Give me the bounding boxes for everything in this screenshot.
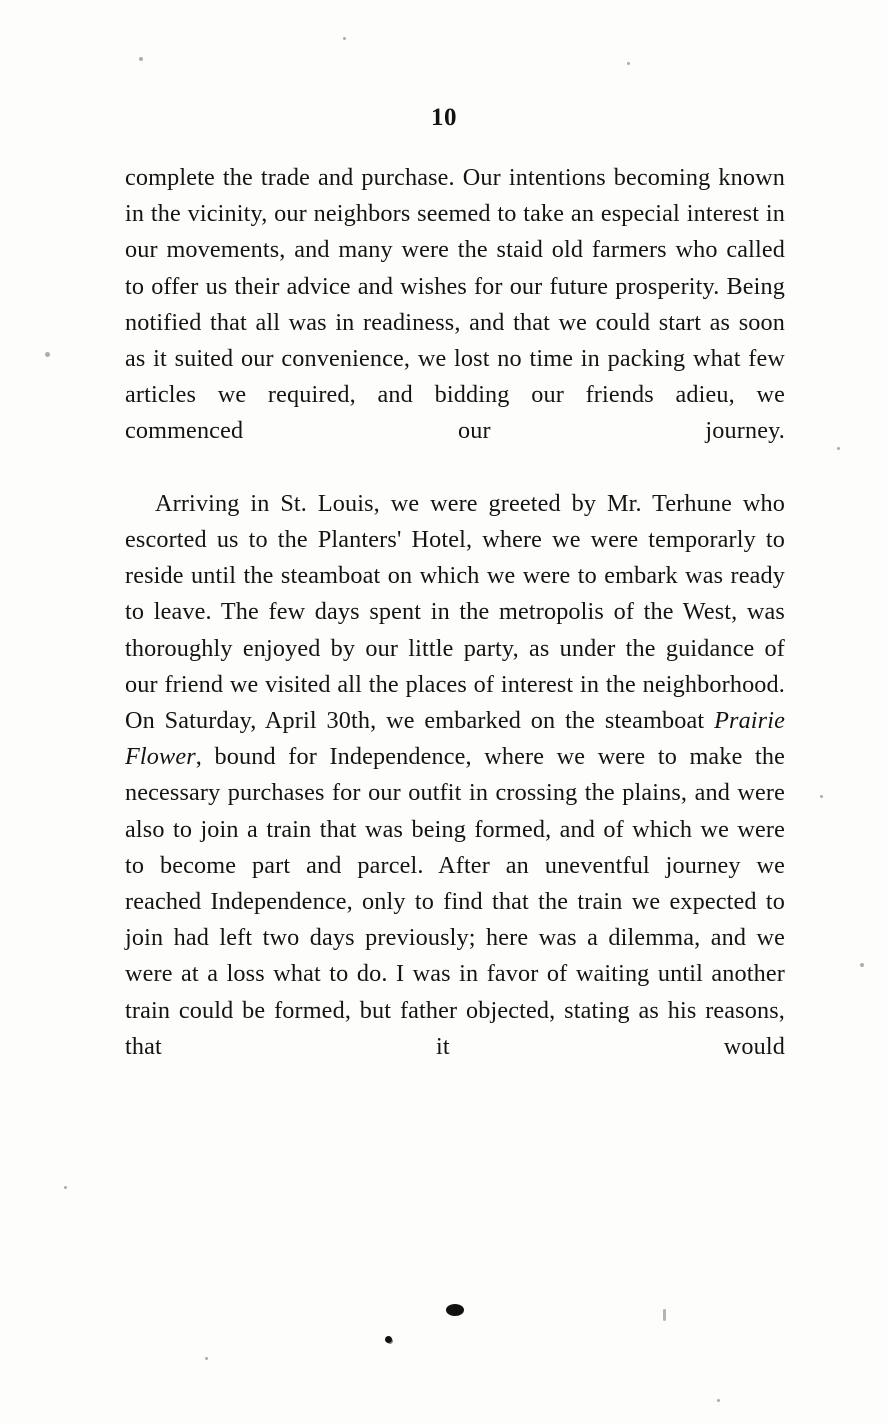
scan-speck [820, 795, 823, 798]
ink-blot-small [385, 1336, 392, 1343]
paragraph-1: complete the trade and purchase. Our intentions becoming known in the vicinity, our neighbors seemed to take an especial interest in our movements, and many were the staid old farmers who called to offer us their advice and wishes for our future prosperity. Being notified that all was in readiness, and that we could start as soon as it suited our convenience, we lost no time in packing what few articles we required, and bidding our friends adieu, we commenced our journey. [125, 164, 785, 445]
paragraph-2 [125, 486, 785, 1101]
scan-speck [64, 1186, 67, 1189]
body-text [125, 160, 785, 1101]
ink-blot-large [446, 1304, 464, 1316]
book-title-italic: Prairie Flower [125, 707, 785, 771]
scan-speck [717, 1399, 720, 1402]
scan-speck [837, 447, 840, 450]
scan-speck [205, 1357, 208, 1360]
paragraph-2-part-b: , bound for Independence, where we were to make the necessary purchases for our outfit in crossing the plains, and were also to join a train that was being formed, and of which we were to become part and parcel. After an uneventful journey we reached Independence, only to find that the train we expected to join had left two days previously; here was a dilemma, and we were at a loss what to do. I was in favor of waiting until another train could be formed, but father objected, stating as his reasons, that it would [125, 743, 785, 1060]
scan-speck [45, 352, 50, 357]
scan-speck [139, 57, 143, 61]
paragraph-2-part-a: Arriving in St. Louis, we were greeted by Mr. Terhune who escorted us to the Planters' Hotel, where we were temporarly to reside until the steamboat on which we were to embark was ready to leave. The few days spent in the metropolis of the West, was thoroughly enjoyed by our little party, as under the guidance of our friend we visited all the places of interest in the neighborhood. On Saturday, April 30th, we embarked on the steamboat [125, 489, 785, 735]
scan-speck [343, 37, 346, 40]
scan-speck [627, 62, 630, 65]
scan-speck [860, 963, 864, 967]
scan-speck [663, 1309, 666, 1321]
page-number: 10 [431, 104, 457, 131]
